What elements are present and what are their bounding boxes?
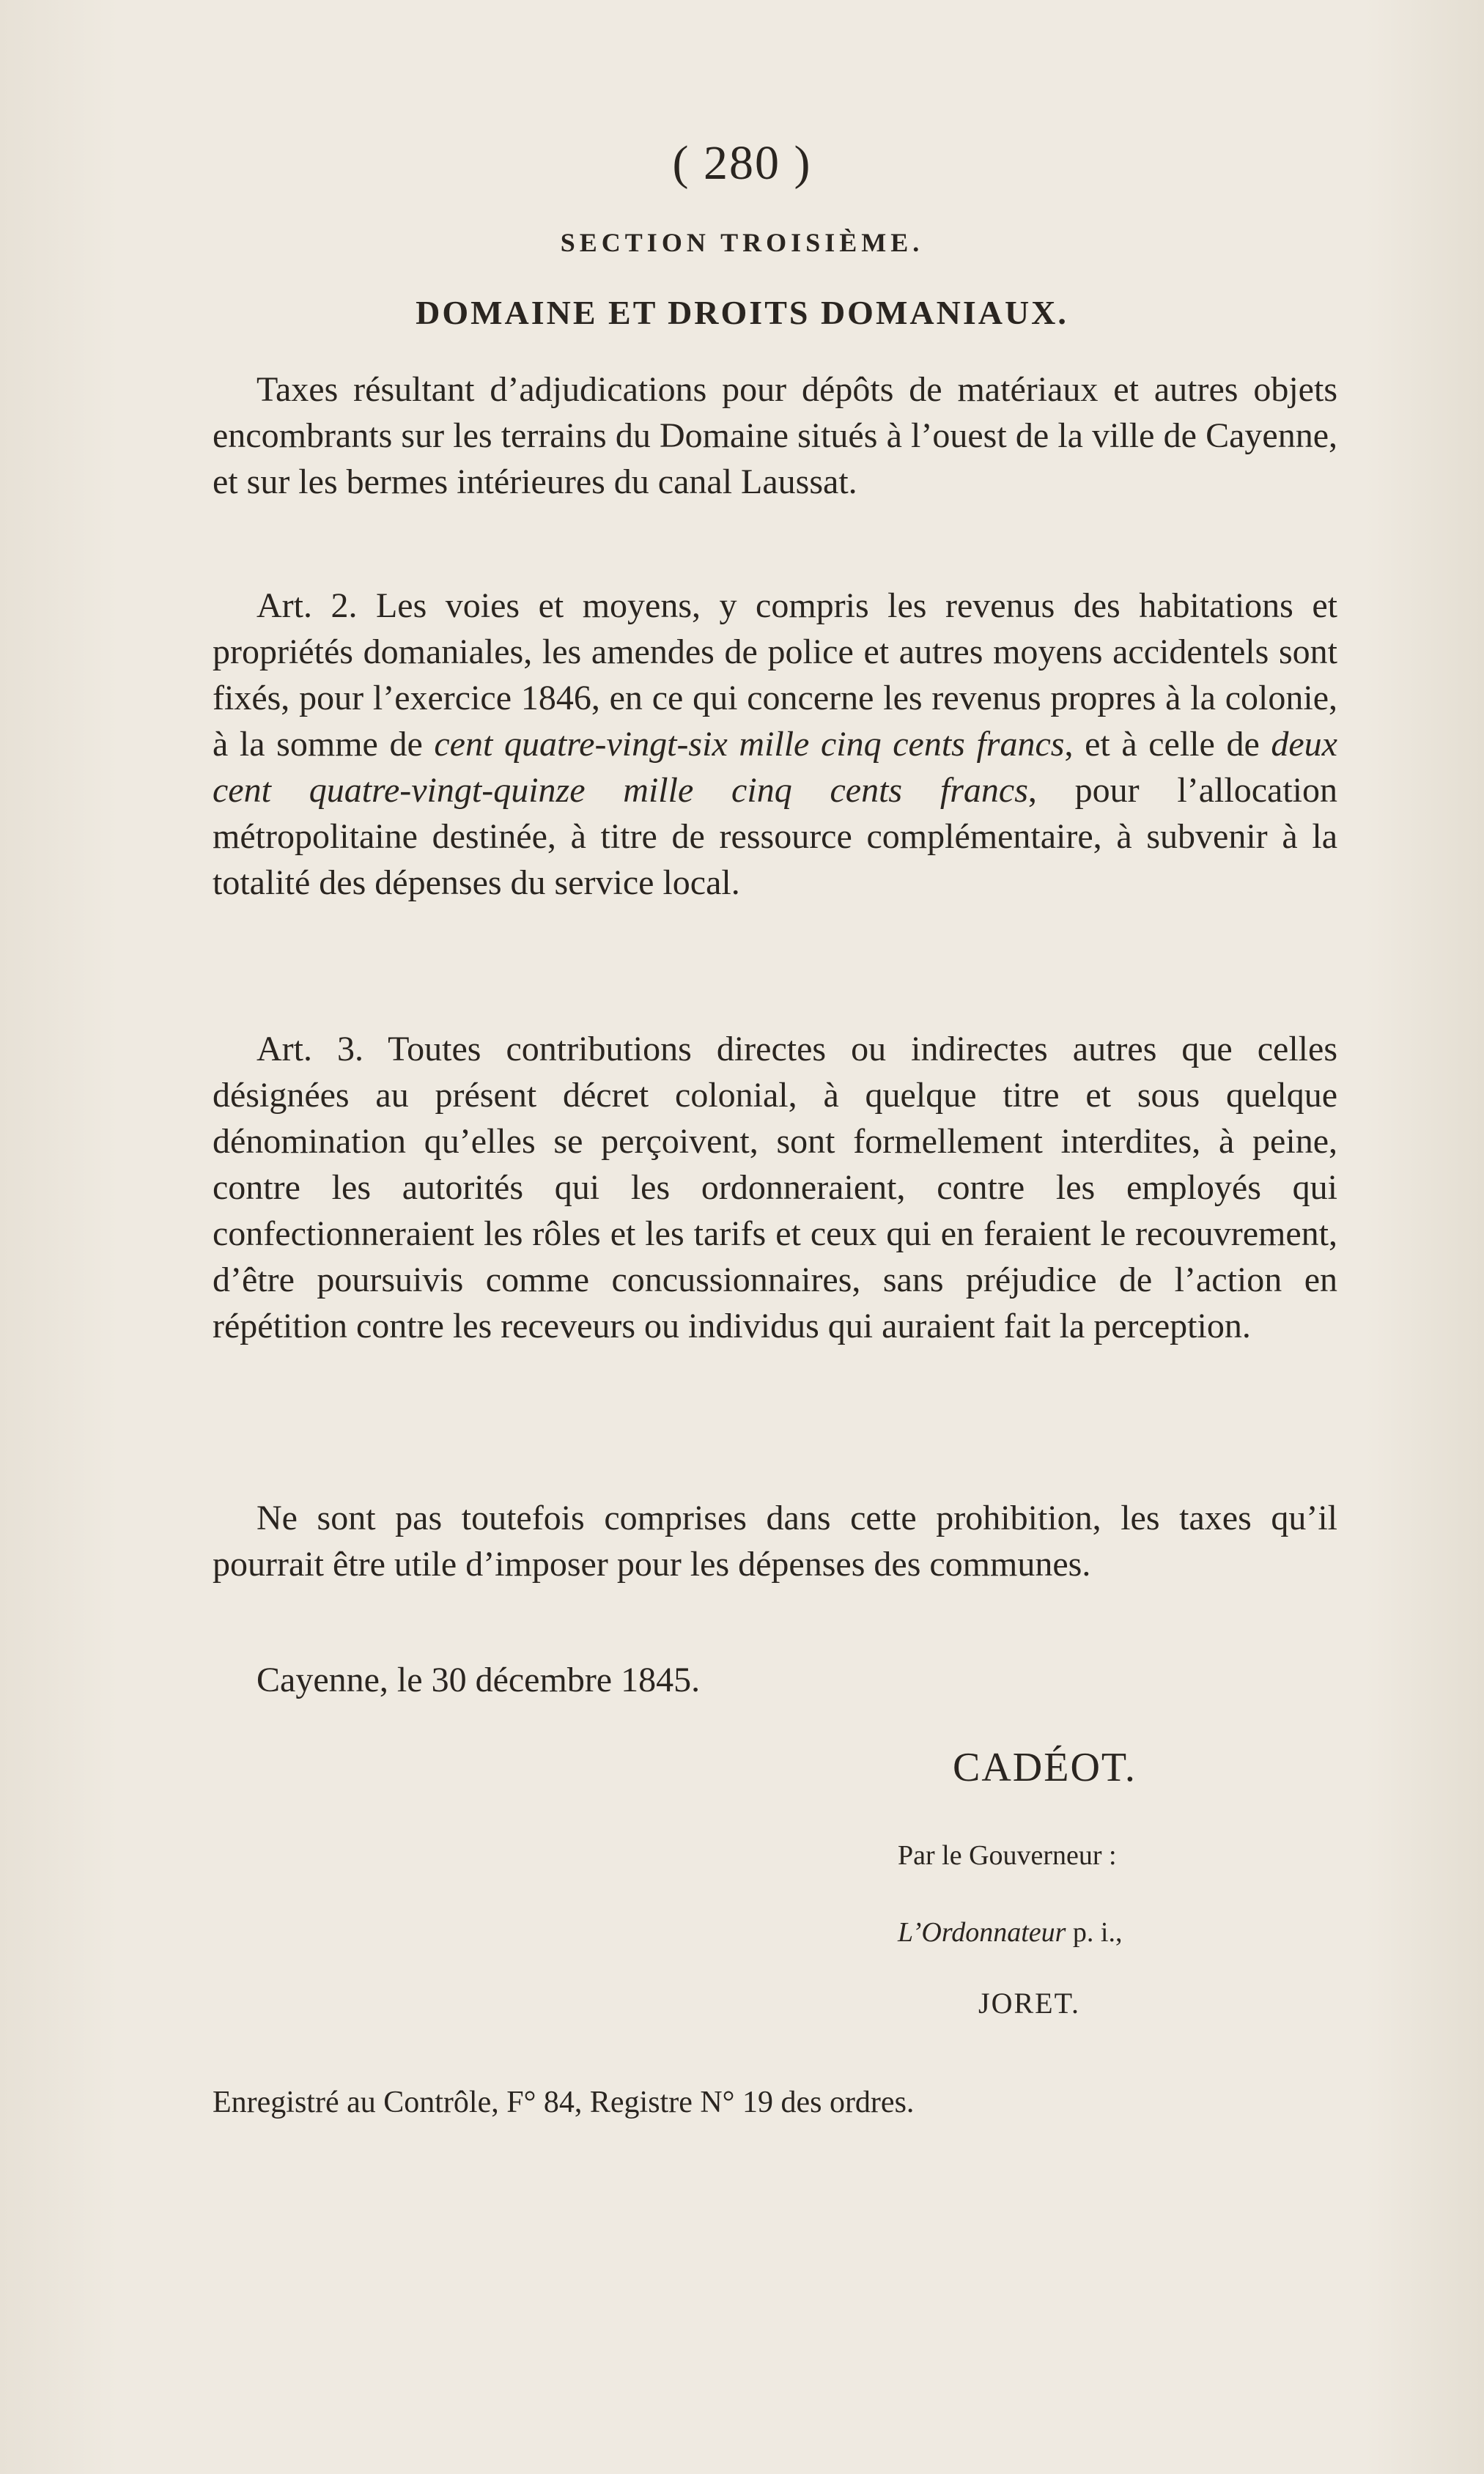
signature-cadeot: CADÉOT. [953,1745,1137,1790]
signature-joret: JORET. [978,1987,1081,2020]
paragraph-taxes [213,366,1337,505]
art-2-amount-metropole: deux cent quatre-vingt-quinze mille cinq cents francs [213,725,1337,810]
ordonnateur-suffix: p. i., [1066,1917,1123,1948]
exception-text: Ne sont pas toutefois comprises dans cette prohibition, les taxes qu’il pourrait être utile d’imposer pour les dépenses des communes. [213,1499,1337,1584]
art-2-text-e: , pour l’allocation métropolitaine destinée, à titre de ressource complémentaire, à subvenir à la totalité des dépenses du service local. [213,771,1338,902]
main-title: DOMAINE ET DROITS DOMANIAUX. [416,294,1068,331]
art-2-text-c: , et à celle de [1064,725,1271,764]
date-line: Cayenne, le 30 décembre 1845. [256,1661,701,1699]
art-3-text: Art. 3. Toutes contributions directes ou indirectes autres que celles désignées au présent décret colonial, à quelque titre et sous quelque dénomination qu’elles se perçoivent, sont formellement interdites, à peine, contre les autorités qui les ordonneraient, contre les employés qui confectionneraient les rôles et les tarifs et ceux qui en feraient le recouvrement, d’être poursuivis comme concussionnaires, sans préjudice de l’action en répétition contre les receveurs ou individus qui auraient fait la perception. [213,1030,1337,1345]
ordonnateur-title: L’Ordonnateur [898,1917,1066,1948]
art-2-text-a: Art. 2. Les voies et moyens, y compris les revenus des habitations et propriétés domaniales, les amendes de police et autres moyens accidentels sont fixés, pour l’exercice 1846, en ce qui concerne les revenus propres à la colonie, à la somme de [213,586,1337,764]
page-number: ( 280 ) [672,136,812,190]
paragraph-art-3 [213,1026,1337,1349]
ordonnateur-line [898,1916,1122,1949]
paragraph-taxes-text: Taxes résultant d’adjudications pour dépôts de matériaux et autres objets encombrants sur les terrains du Domaine situés à l’ouest de la ville de Cayenne, et sur les bermes intérieures du canal Laussat. [213,370,1337,501]
art-2-amount-local: cent quatre-vingt-six mille cinq cents francs [434,725,1065,764]
registration-note: Enregistré au Contrôle, F° 84, Registre N° 19 des ordres. [213,2086,915,2119]
section-title: SECTION TROISIÈME. [560,228,924,257]
par-le-gouverneur: Par le Gouverneur : [898,1840,1117,1871]
paragraph-exception [213,1495,1337,1587]
paragraph-art-2 [213,583,1337,906]
